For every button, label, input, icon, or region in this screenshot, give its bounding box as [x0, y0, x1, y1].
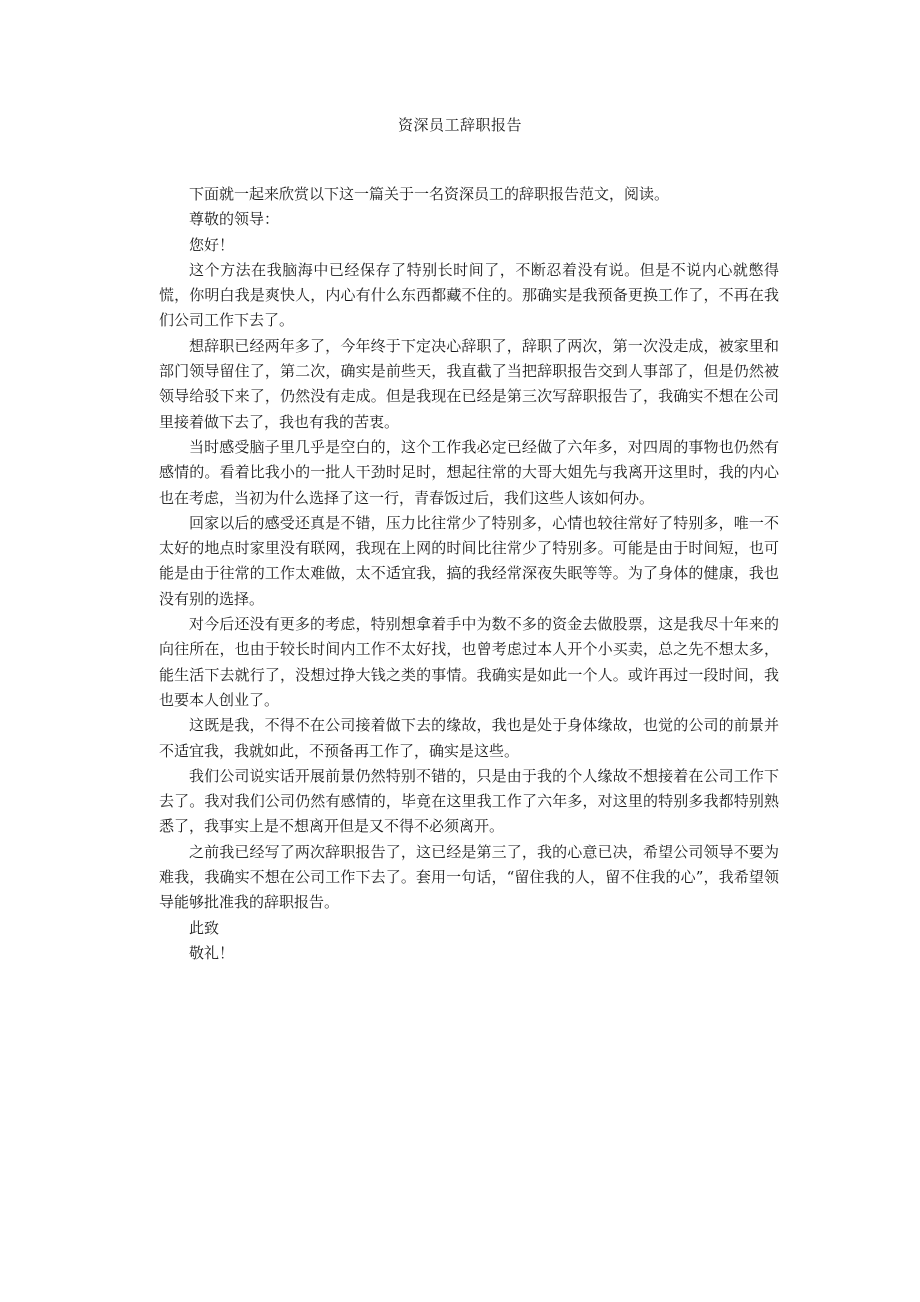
salutation: 尊敬的领导： [189, 210, 280, 229]
greeting: 您好！ [189, 235, 235, 254]
intro-paragraph: 下面就一起来欣赏以下这一篇关于一名资深员工的辞职报告范文，阅读。 [189, 185, 670, 203]
body-paragraph-8: 之前我已经写了两次辞职报告了，这已经是第三了，我的心意已决，希望公司领导不要为难我，我确实不想在公司工作下去了。套用一句话，“留住我的人，留不住我的心”，我希望领导能够批准我的辞职报告。 [159, 842, 779, 912]
body-paragraph-3: 当时感受脑子里几乎是空白的，这个工作我必定已经做了六年多，对四周的事物也仍然有感情的。看着比我小的一批人干劲时足时，想起往常的大哥大姐先与我离开这里时，我的内心也在考虑，当初为什么选择了这一行，青春饭过后，我们这些人该如何办。 [159, 437, 779, 507]
body-paragraph-2: 想辞职已经两年多了，今年终于下定决心辞职了，辞职了两次，第一次没走成，被家里和部门领导留住了，第二次，确实是前些天，我直截了当把辞职报告交到人事部了，但是仍然被领导给驳下来了，仍然没有走成。但是我现在已经是第三次写辞职报告了，我确实不想在公司里接着做下去了，我也有我的苦衷。 [159, 336, 779, 431]
body-paragraph-6: 这既是我，不得不在公司接着做下去的缘故，我也是处于身体缘故，也觉的公司的前景并不适宜我，我就如此，不预备再工作了，确实是这些。 [159, 716, 779, 760]
closing-salute: 敬礼！ [189, 943, 235, 962]
body-paragraph-4: 回家以后的感受还真是不错，压力比往常少了特别多，心情也较往常好了特别多，唯一不太好的地点时家里没有联网，我现在上网的时间比往常少了特别多。可能是由于时间短，也可能是由于往常的工作太难做，太不适宜我，搞的我经常深夜失眠等等。为了身体的健康，我也没有别的选择。 [159, 513, 779, 608]
document-title: 资深员工辞职报告 [397, 116, 522, 134]
document-body [159, 182, 779, 966]
closing-phrase: 此致 [189, 918, 220, 937]
body-paragraph-1: 这个方法在我脑海中已经保存了特别长时间了，不断忍着没有说。但是不说内心就憋得慌，你明白我是爽快人，内心有什么东西都藏不住的。那确实是我预备更换工作了，不再在我们公司工作下去了。 [159, 260, 779, 330]
body-paragraph-7: 我们公司说实话开展前景仍然特别不错的，只是由于我的个人缘故不想接着在公司工作下去了。我对我们公司仍然有感情的，毕竟在这里我工作了六年多，对这里的特别多我都特别熟悉了，我事实上是不想离开但是又不得不必须离开。 [159, 766, 779, 836]
body-paragraph-5: 对今后还没有更多的考虑，特别想拿着手中为数不多的资金去做股票，这是我尽十年来的向往所在，也由于较长时间内工作不太好找，也曾考虑过本人开个小买卖，总之先不想太多，能生活下去就行了，没想过挣大钱之类的事情。我确实是如此一个人。或许再过一段时间，我也要本人创业了。 [159, 615, 779, 709]
